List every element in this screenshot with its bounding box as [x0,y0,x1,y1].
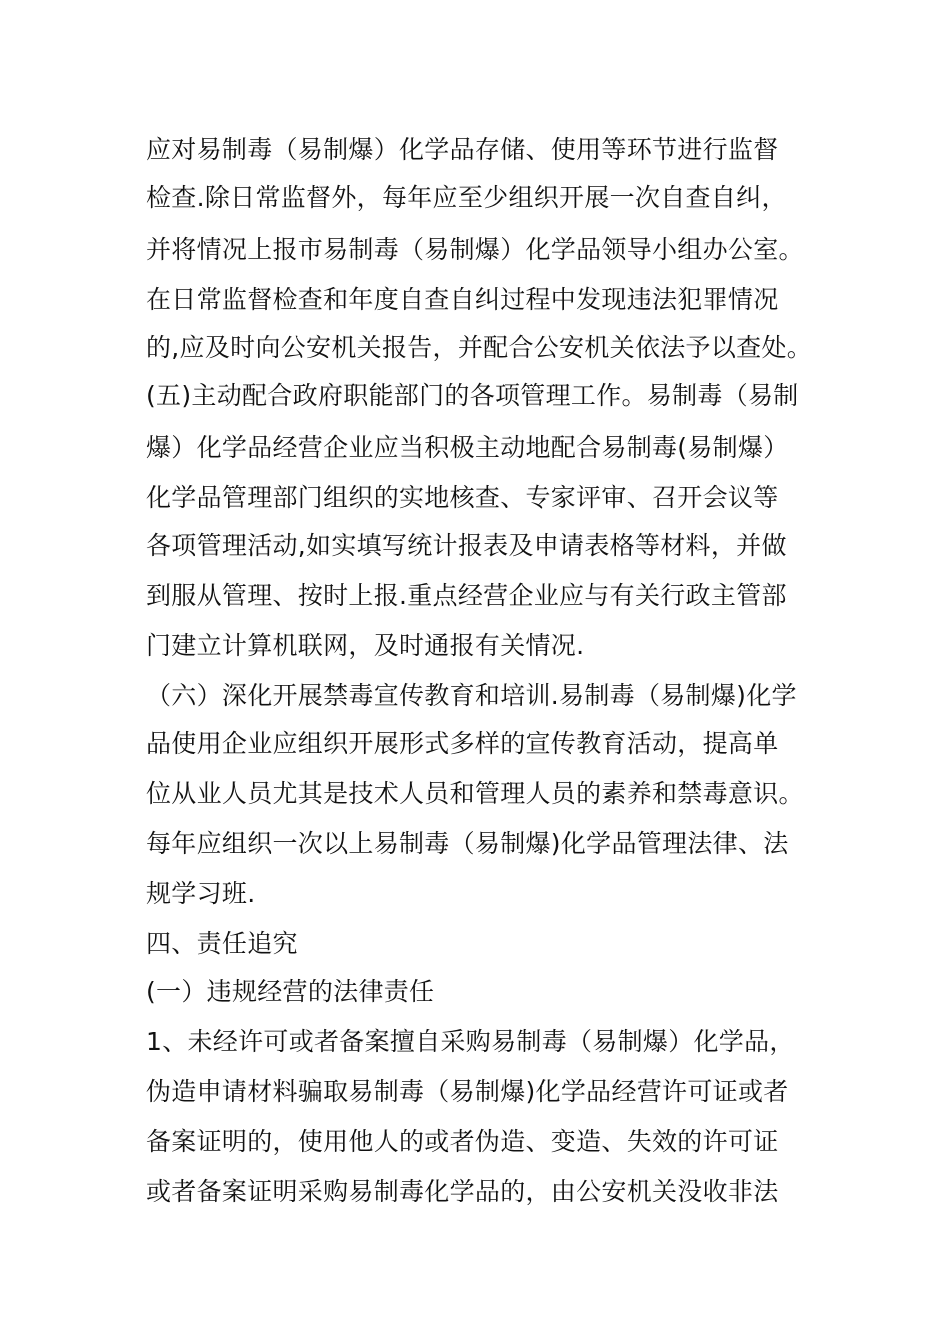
section-heading-line: (五)主动配合政府职能部门的各项管理工作。易制毒（易制 [146,381,799,410]
paragraph-line: 门建立计算机联网，及时通报有关情况. [146,631,585,660]
paragraph-line: 化学品管理部门组织的实地核查、专家评审、召开会议等 [146,483,779,512]
paragraph-line: 的,应及时向公安机关报告，并配合公安机关依法予以查处。 [146,333,813,362]
paragraph-line: 爆）化学品经营企业应当积极主动地配合易制毒(易制爆） [146,433,789,462]
paragraph-line: 规学习班. [146,879,256,908]
paragraph-line: 或者备案证明采购易制毒化学品的，由公安机关没收非法 [146,1177,779,1206]
paragraph-line: 到服从管理、按时上报.重点经营企业应与有关行政主管部 [146,581,787,610]
paragraph-line: 在日常监督检查和年度自查自纠过程中发现违法犯罪情况 [146,285,779,314]
paragraph-line: 检查.除日常监督外，每年应至少组织开展一次自查自纠， [146,183,787,212]
section-heading-line: （六）深化开展禁毒宣传教育和培训.易制毒（易制爆)化学 [146,681,797,710]
paragraph-line: 伪造申请材料骗取易制毒（易制爆)化学品经营许可证或者 [146,1077,789,1106]
paragraph-line: 各项管理活动,如实填写统计报表及申请表格等材料，并做 [146,531,787,560]
paragraph-line: 并将情况上报市易制毒（易制爆）化学品领导小组办公室。 [146,235,804,264]
paragraph-line: 应对易制毒（易制爆）化学品存储、使用等环节进行监督 [146,135,779,164]
paragraph-line: 位从业人员尤其是技术人员和管理人员的素养和禁毒意识。 [146,779,804,808]
chapter-heading: 四、责任追究 [146,929,298,958]
paragraph-line: 品使用企业应组织开展形式多样的宣传教育活动，提高单 [146,729,779,758]
paragraph-line: 备案证明的，使用他人的或者伪造、变造、失效的许可证 [146,1127,779,1156]
paragraph-line: 每年应组织一次以上易制毒（易制爆)化学品管理法律、法 [146,829,789,858]
paragraph-line: 1、未经许可或者备案擅自采购易制毒（易制爆）化学品， [146,1027,795,1056]
subsection-heading: (一）违规经营的法律责任 [146,977,435,1006]
